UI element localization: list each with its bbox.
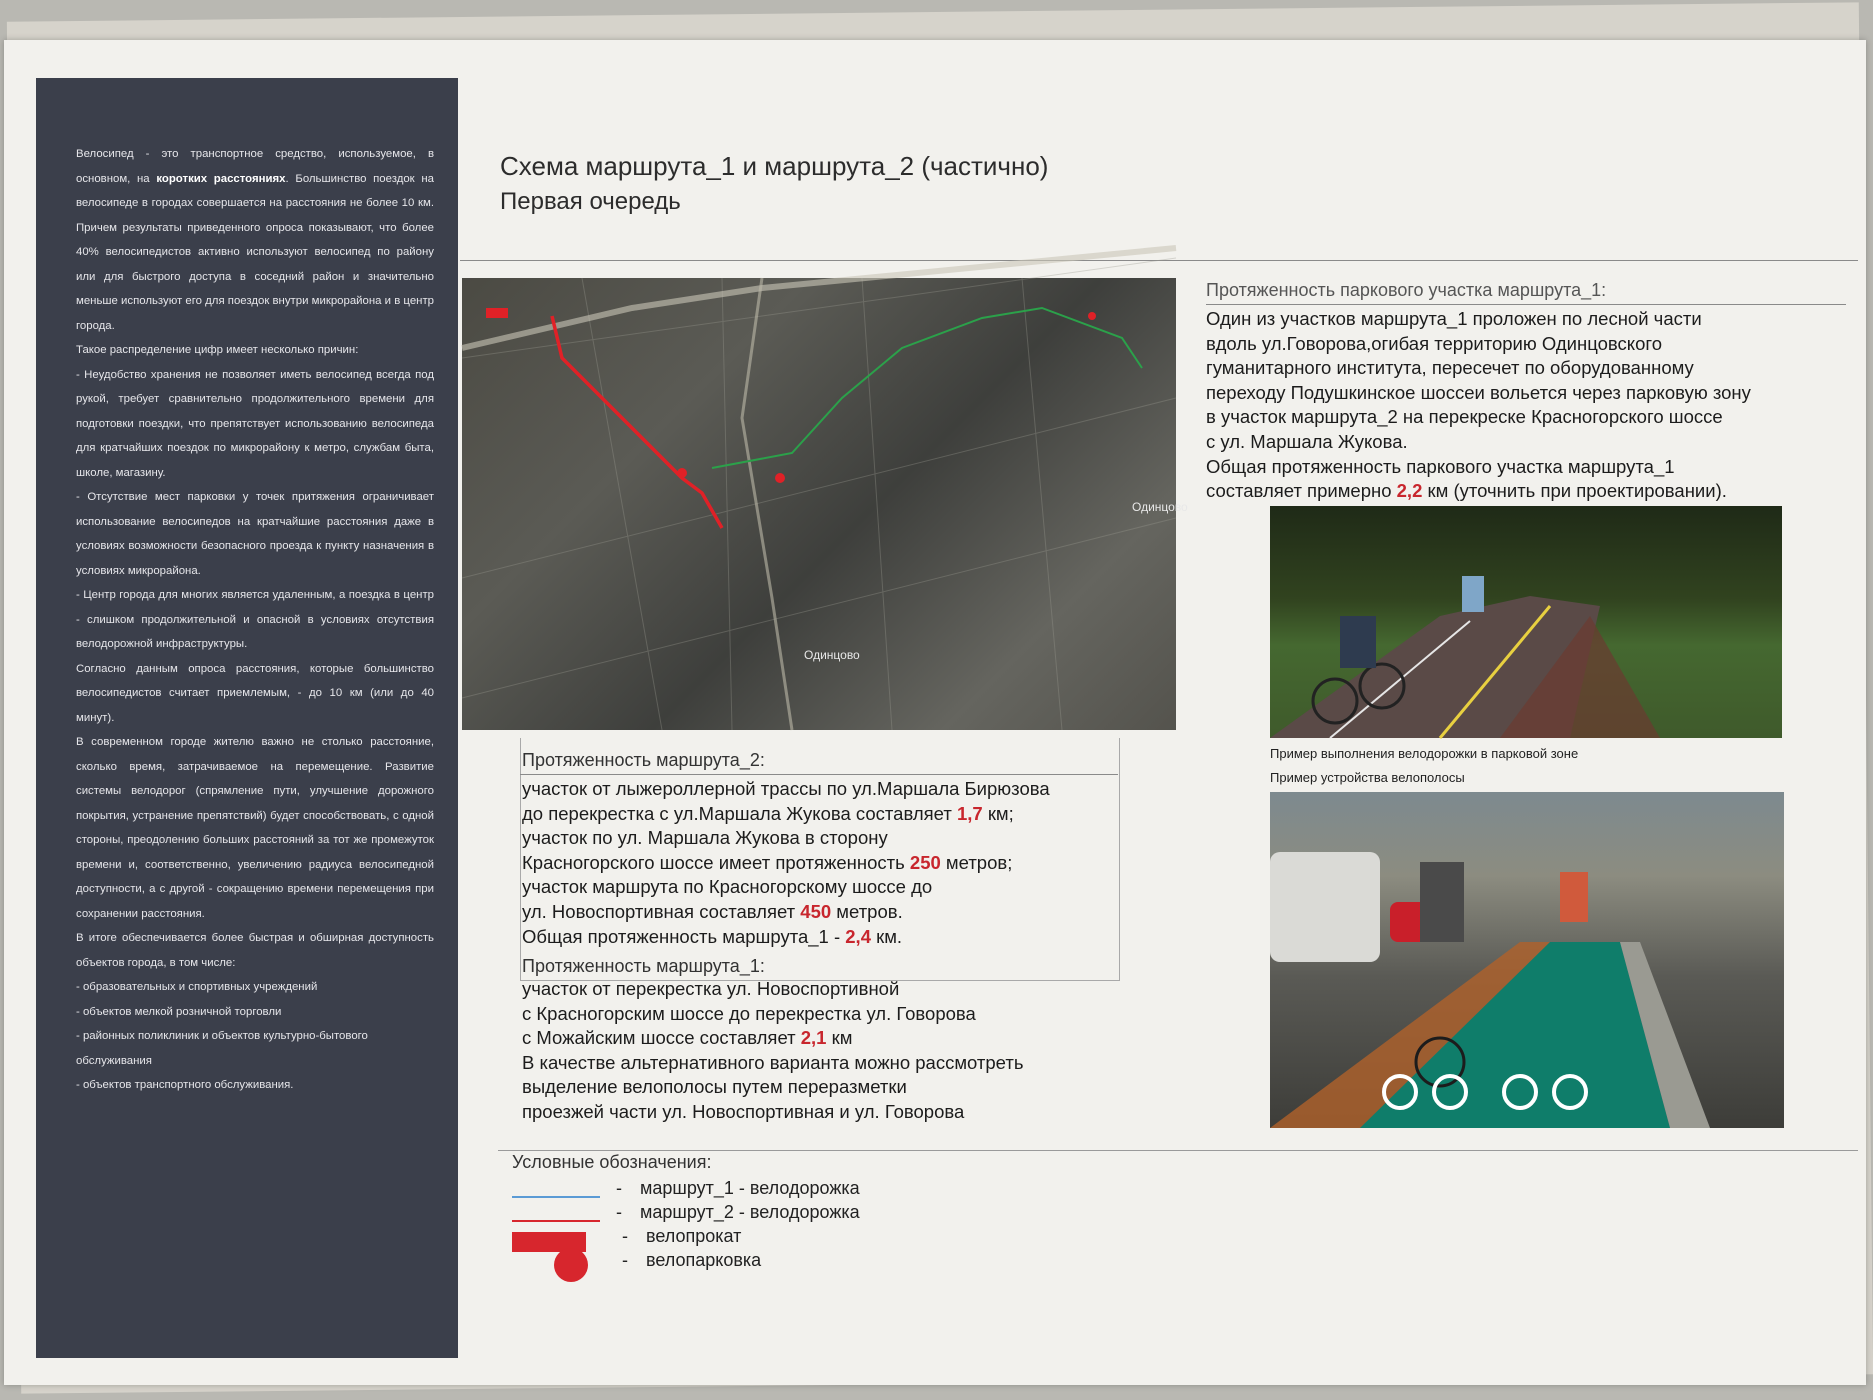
- highway-line: [742, 278, 792, 730]
- route2-value: 1,7: [956, 802, 983, 824]
- route2-text: км.: [870, 925, 903, 947]
- bike-parking-marker: [775, 473, 785, 483]
- park-text: км (уточнить при проектировании).: [1422, 480, 1727, 502]
- map-road: [722, 278, 732, 730]
- route2-section: [522, 750, 1050, 949]
- route2-value: 450: [800, 900, 832, 922]
- sidebar-text: Велосипед - это транспортное средство, используемое, в основном, на: [76, 148, 434, 185]
- route1-text: км: [826, 1027, 853, 1049]
- route2-value: 2,4: [845, 925, 871, 947]
- park-line: Общая протяженность паркового участка маршрута_1: [1206, 455, 1675, 477]
- map-east-label: Одинцово: [1132, 500, 1188, 514]
- park-line: в участок маршрута_2 на перекреске Красногорского шоссе: [1206, 406, 1723, 428]
- route1-value: 2,1: [800, 1027, 827, 1049]
- park-bikepath-photo: [1270, 506, 1782, 738]
- route2-line: [522, 802, 1050, 827]
- route2-heading: Протяженность маршрута_2:: [522, 750, 765, 770]
- bike-parking-icon: [554, 1248, 588, 1282]
- park-line: с ул. Маршала Жукова.: [1206, 430, 1408, 452]
- legend-item-rental: велопрокат: [646, 1226, 742, 1246]
- bike-parking-marker: [677, 468, 687, 478]
- route1-line: с Красногорским шоссе до перекрестка ул. Говорова: [522, 1002, 976, 1024]
- route1-line: [522, 1026, 1023, 1051]
- page-title: Схема маршрута_1 и маршрута_2 (частично): [500, 151, 1049, 181]
- legend-item-route-2: маршрут_2 - велодорожка: [640, 1202, 860, 1222]
- sidebar-paragraph: - Центр города для многих является удаленным, а поездка в центр - слишком продолжительной и опасной в условиях отсутствия велодорожной инфраструктуры.: [76, 589, 434, 650]
- route2-value: 250: [909, 851, 941, 873]
- sidebar-paragraph: В итоге обеспечивается более быстрая и обширная доступность объектов города, в том числе:: [76, 932, 434, 969]
- park-line: вдоль ул.Говорова,огибая территорию Одинцовского: [1206, 332, 1662, 354]
- map-graphic: [462, 278, 1176, 730]
- map-road: [462, 398, 1176, 578]
- park-line: переходу Подушкинское шоссеи вольется через парковую зону: [1206, 381, 1751, 403]
- map-road: [462, 518, 1176, 698]
- legend-dash: -: [616, 1202, 622, 1222]
- route2-text: Общая протяженность маршрута_1 -: [522, 925, 846, 947]
- route-1-line: [712, 308, 1142, 468]
- page-subtitle: Первая очередь: [500, 188, 681, 215]
- legend-line-route-1: [512, 1196, 600, 1198]
- sidebar-text: . Большинство поездок на велосипеде в городах совершается на расстояния не более 10 км. Причем результаты приведенного опроса показывают, что более 40% велосипедистов активно используют велосипед по району или для быстрого доступа в соседний район и значительно меньше используют его для поездок внутри микрорайона и в центр города.: [76, 172, 434, 332]
- sidebar-list-item: - объектов транспортного обслуживания.: [76, 1079, 294, 1091]
- bike-lane-photo: [1270, 792, 1784, 1128]
- photo1-caption: Пример выполнения велодорожки в парковой зоне: [1270, 746, 1579, 761]
- legend-dash: -: [616, 1178, 622, 1198]
- route1-line: В качестве альтернативного варианта можно рассмотреть: [522, 1051, 1024, 1073]
- route2-text: метров.: [831, 900, 903, 922]
- legend-dash: -: [622, 1226, 628, 1246]
- route1-section: [522, 956, 1023, 1125]
- route2-line: участок от лыжероллерной трассы по ул.Маршала Бирюзова: [522, 778, 1050, 799]
- title-block: [500, 148, 1048, 220]
- cyclist-figure: [1462, 576, 1484, 612]
- bike-rental-marker: [486, 308, 508, 318]
- route2-text: км;: [982, 802, 1014, 824]
- route2-text: метров;: [940, 851, 1013, 873]
- sidebar-paragraph: - Отсутствие мест парковки у точек притяжения ограничивает использование велосипедов на кратчайшие расстояния даже в условиях возможности безопасного проезда к пункту назначения в условиях микрорайона.: [76, 491, 434, 577]
- route1-line: выделение велополосы путем переразметки: [522, 1076, 907, 1098]
- park-value: 2,2: [1396, 480, 1423, 502]
- park-photo-graphic: [1270, 506, 1782, 738]
- park-line: Один из участков маршрута_1 проложен по лесной части: [1206, 308, 1702, 329]
- sidebar-list-item: - объектов мелкой розничной торговли: [76, 1005, 282, 1018]
- cyclist-figure: [1420, 862, 1464, 942]
- route2-text: до перекрестка с ул.Маршала Жукова составляет: [522, 802, 957, 824]
- park-section: [1206, 280, 1846, 504]
- map-road: [582, 278, 662, 730]
- legend-line-route-2: [512, 1220, 600, 1222]
- park-heading: Протяженность паркового участка маршрута_1:: [1206, 280, 1846, 305]
- route2-line: [522, 925, 1050, 950]
- sidebar-bold-text: коротких расстояниях: [156, 172, 286, 185]
- sidebar-paragraph: Согласно данным опроса расстояния, которые большинство велосипедистов считает приемлемым, - до 10 км (или до 40 минут).: [76, 662, 434, 724]
- park-text: составляет примерно: [1206, 480, 1397, 502]
- route1-line: проезжей части ул. Новоспортивная и ул. Говорова: [522, 1100, 965, 1122]
- route2-heading-rule: [520, 774, 1118, 775]
- cyclist-figure: [1560, 872, 1588, 922]
- lane-photo-graphic: [1270, 792, 1784, 1128]
- route1-text: с Можайским шоссе составляет: [522, 1027, 801, 1049]
- park-line: гуманитарного института, пересечет по оборудованному: [1206, 357, 1694, 379]
- sidebar-list-item: - образовательных и спортивных учреждений: [76, 981, 318, 993]
- sidebar-paragraph: - Неудобство хранения не позволяет иметь велосипед всегда под рукой, требует сравнительно продолжительного времени для подготовки поездки, что препятствует использованию велосипеда для кратчайших поездок по микрорайону к метро, службам быта, школе, магазину.: [76, 368, 434, 479]
- sidebar-paragraph: Такое распределение цифр имеет несколько причин:: [76, 344, 359, 356]
- sidebar-list-item: - районных поликлиник и объектов культурно-бытового обслуживания: [76, 1030, 368, 1067]
- legend-divider: [498, 1150, 1858, 1151]
- route2-line: участок по ул. Маршала Жукова в сторону: [522, 827, 888, 849]
- bike-parking-marker: [1088, 312, 1096, 320]
- route1-line: участок от перекрестка ул. Новоспортивной: [522, 978, 900, 999]
- sidebar-paragraph: В современном городе жителю важно не столько расстояние, сколько время, затрачиваемое на перемещение. Развитие системы велодорог (спрямление пути, улучшение дорожного покрытия, устранение препятствий) будет способствовать, с одной стороны, преодолению больших расстояний за тот же промежуток времени и, соответственно, увеличению радиуса велосипедной доступности, а с другой - сокращению времени перемещения при сохранении расстояния.: [76, 736, 434, 920]
- map-road: [862, 278, 892, 730]
- legend-item-parking: велопарковка: [646, 1250, 762, 1270]
- parked-van: [1270, 852, 1380, 962]
- legend-heading: Условные обозначения:: [512, 1152, 712, 1172]
- map-road: [1022, 278, 1062, 730]
- route2-line: [522, 851, 1050, 876]
- route1-heading: Протяженность маршрута_1:: [522, 956, 765, 976]
- legend-dash: -: [622, 1250, 628, 1270]
- sidebar-text-panel: [36, 78, 458, 1358]
- cyclist-figure: [1340, 616, 1376, 668]
- route2-text: Красногорского шоссе имеет протяженность: [522, 851, 910, 873]
- route2-line: [522, 900, 1050, 925]
- sidebar-paragraph: [76, 142, 434, 338]
- legend-item-route-1: маршрут_1 - велодорожка: [640, 1178, 860, 1198]
- route-2-line: [552, 316, 722, 528]
- route2-text: ул. Новоспортивная составляет: [522, 900, 801, 922]
- map-city-label: Одинцово: [804, 648, 860, 662]
- route-map: [462, 278, 1188, 730]
- route2-line: участок маршрута по Красногорскому шоссе до: [522, 876, 933, 898]
- photo2-caption: Пример устройства велополосы: [1270, 770, 1465, 785]
- park-line: [1206, 479, 1846, 504]
